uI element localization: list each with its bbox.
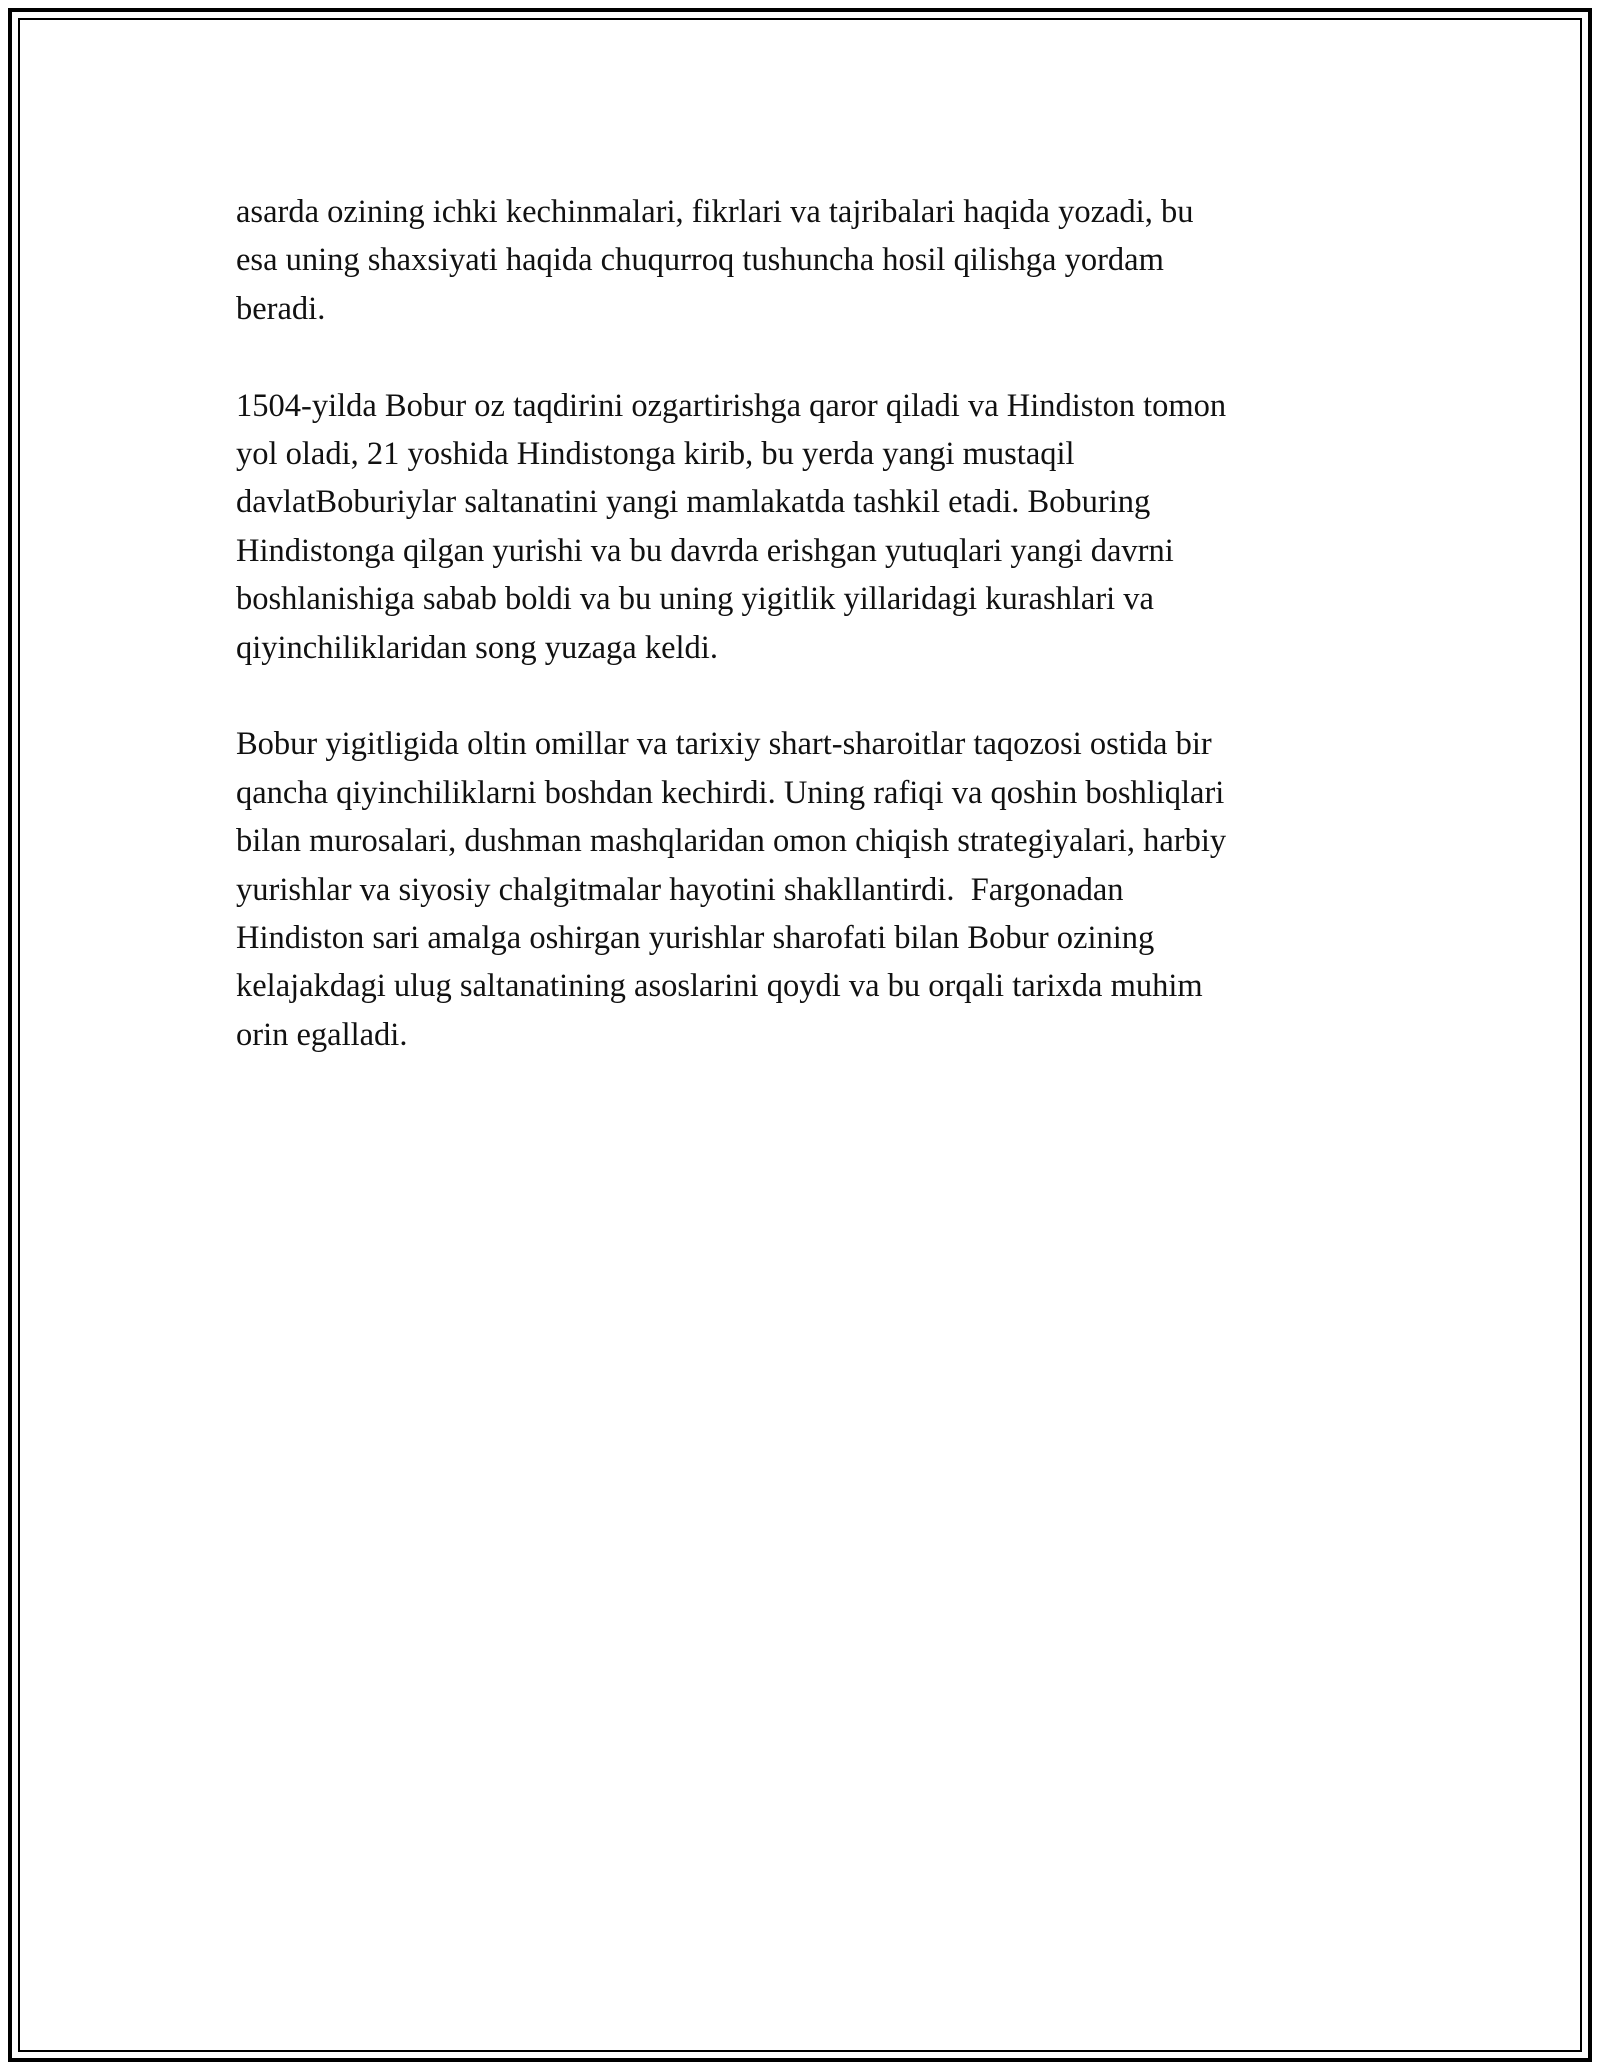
text-line: asarda ozining ichki kechinmalari, fikrlari va tajribalari haqida yozadi, bu <box>236 194 1194 230</box>
text-line: yol oladi, 21 yoshida Hindistonga kirib, bu yerda yangi mustaqil <box>236 436 1075 473</box>
text-line: esa uning shaxsiyati haqida chuqurroq tushuncha hosil qilishga yordam <box>236 242 1164 279</box>
paragraph-3 <box>236 720 1376 1059</box>
text-line: qancha qiyinchiliklarni boshdan kechirdi. Uning rafiqi va qoshin boshliqlari <box>236 774 1225 811</box>
text-line: Bobur yigitligida oltin omillar va tarixiy shart-sharoitlar taqozosi ostida bir <box>236 726 1212 763</box>
text-line: qiyinchiliklaridan song yuzaga keldi. <box>236 629 718 666</box>
document-body <box>236 188 1376 1108</box>
text-line: Hindiston sari amalga oshirgan yurishlar sharofati bilan Bobur ozining <box>236 920 1155 957</box>
text-line: orin egalladi. <box>236 1016 408 1053</box>
text-line: davlatBoburiylar saltanatini yangi mamlakatda tashkil etadi. Boburing <box>236 484 1151 521</box>
text-line: beradi. <box>236 290 326 327</box>
text-line: Hindistonga qilgan yurishi va bu davrda erishgan yutuqlari yangi davrni <box>236 532 1174 569</box>
text-line: 1504-yilda Bobur oz taqdirini ozgartirishga qaror qiladi va Hindiston tomon <box>236 387 1227 424</box>
text-line: boshlanishiga sabab boldi va bu uning yigitlik yillaridagi kurashlari va <box>236 581 1154 618</box>
text-line: bilan murosalari, dushman mashqlaridan omon chiqish strategiyalari, harbiy <box>236 823 1227 860</box>
paragraph-1 <box>236 188 1376 333</box>
text-line: yurishlar va siyosiy chalgitmalar hayotini shakllantirdi. Fargonadan <box>236 871 1124 908</box>
paragraph-2 <box>236 382 1376 672</box>
text-line: kelajakdagi ulug saltanatining asoslarini qoydi va bu orqali tarixda muhim <box>236 968 1203 1005</box>
